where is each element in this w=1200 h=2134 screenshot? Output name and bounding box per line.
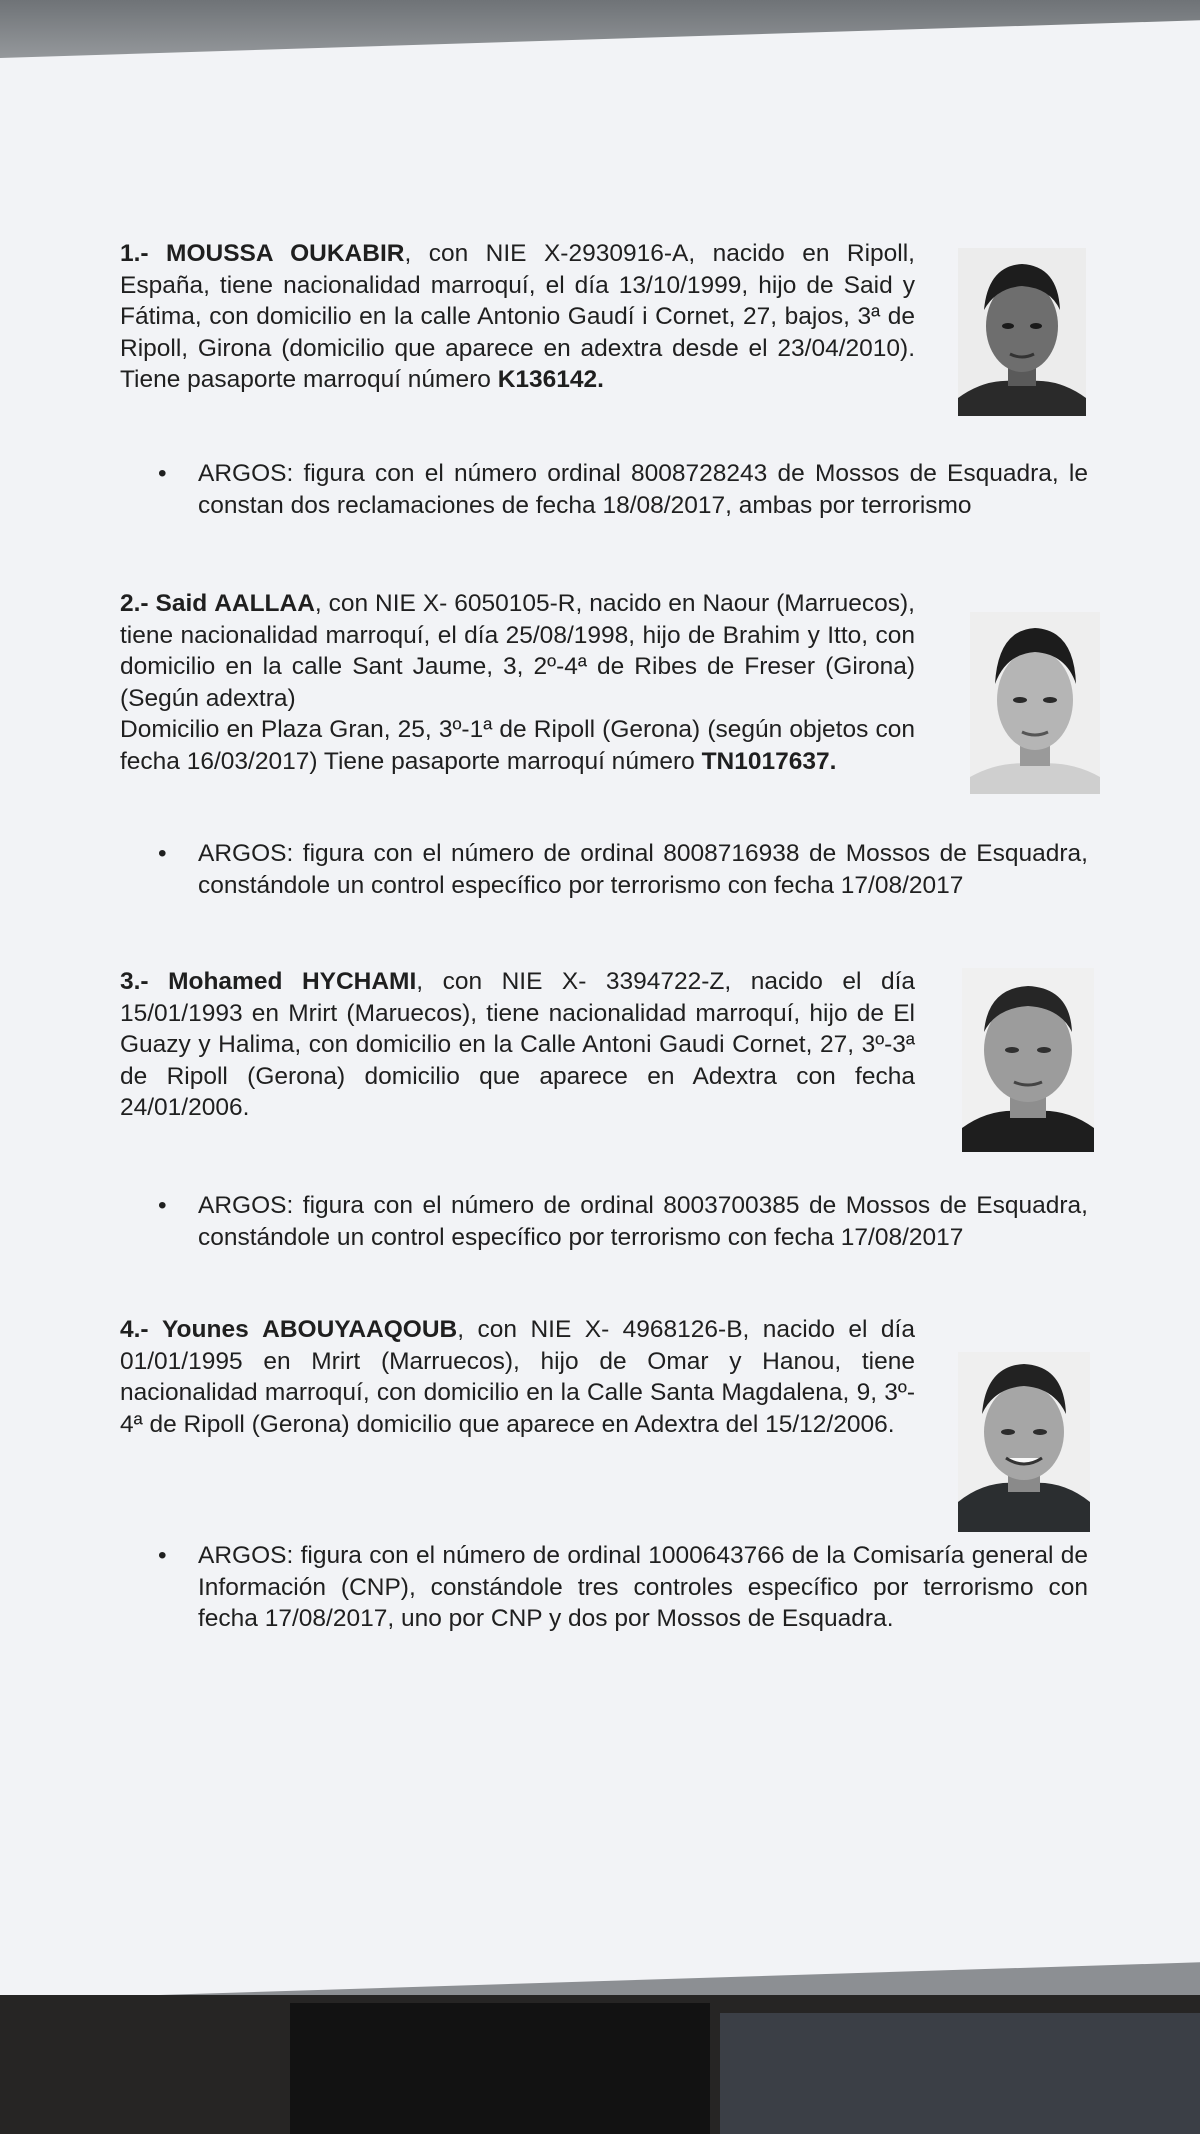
entry-2-first-name: Said: [155, 590, 208, 617]
entry-3-first-name: Mohamed: [168, 968, 283, 995]
entry-2-photo: [970, 612, 1100, 794]
entry-3-argos-text: ARGOS: figura con el número de ordinal 8003700385 de Mossos de Esquadra, constándole un control específico por terrorismo con fecha 17/08/2017: [198, 1192, 1088, 1251]
entry-2-details-2: Domicilio en Plaza Gran, 25, 3º-1ª de Ripoll (Gerona) (según objetos con fecha 16/03/2017) Tiene pasaporte marroquí número: [120, 716, 915, 775]
entry-4-argos-text: ARGOS: figura con el número de ordinal 1000643766 de la Comisaría general de Información (CNP), constándole tres controles específico por terrorismo con fecha 17/08/2017, uno por CNP y dos por Mossos de Esquadra.: [198, 1542, 1088, 1632]
entry-1-name: MOUSSA OUKABIR: [166, 240, 405, 267]
portrait-icon: [958, 1352, 1090, 1532]
bullet-marker: •: [158, 840, 167, 867]
bullet-marker: •: [158, 1542, 167, 1569]
entry-1-number: 1.-: [120, 240, 149, 267]
portrait-icon: [970, 612, 1100, 794]
bullet-marker: •: [158, 460, 167, 487]
bullet-marker: •: [158, 1192, 167, 1219]
entry-1-text: [120, 238, 915, 396]
portrait-icon: [958, 248, 1086, 416]
entry-4-text: [120, 1314, 915, 1440]
entry-1-passport: K136142.: [497, 366, 604, 393]
entry-3-photo: [962, 968, 1094, 1152]
entry-2-name: AALLAA: [214, 590, 315, 617]
entry-4-photo: [958, 1352, 1090, 1532]
entry-4-name: ABOUYAAQOUB: [262, 1316, 458, 1343]
entry-1-details: , con NIE X-2930916-A, nacido en Ripoll, España, tiene nacionalidad marroquí, el día 13/10/1999, hijo de Said y Fátima, con domicilio en la calle Antonio Gaudí i Cornet, 27, bajos, 3ª de Ripoll, Girona (domicilio que aparece en adextra desde el 23/04/2010). Tiene pasaporte marroquí número: [120, 240, 915, 393]
entry-3-name: HYCHAMI: [301, 968, 417, 995]
entry-2-passport: TN1017637.: [701, 747, 837, 775]
entry-2-text: [120, 588, 915, 777]
entry-4-first-name: Younes: [162, 1316, 249, 1343]
entry-3-number: 3.-: [120, 968, 149, 995]
entry-3-details: , con NIE X- 3394722-Z, nacido el día 15/01/1993 en Mrirt (Maruecos), tiene nacionalidad marroquí, hijo de El Guazy y Halima, con domicilio en la Calle Antoni Gaudi Cornet, 27, 3º-3ª de Ripoll (Gerona) domicilio que aparece en Adextra con fecha 24/01/2006.: [120, 968, 916, 1121]
entry-4-number: 4.-: [120, 1316, 149, 1343]
entry-1-photo: [958, 248, 1086, 416]
entry-4-details: , con NIE X- 4968126-B, nacido el día 01/01/1995 en Mrirt (Marruecos), hijo de Omar y Hanou, tiene nacionalidad marroquí, con domicilio en la Calle Santa Magdalena, 9, 3º- 4ª de Ripoll (Gerona) domicilio que aparece en Adextra del 15/12/2006.: [120, 1316, 915, 1438]
entry-3-text: [120, 966, 915, 1124]
entry-2-argos-text: ARGOS: figura con el número de ordinal 8008716938 de Mossos de Esquadra, constándole un control específico por terrorismo con fecha 17/08/2017: [198, 840, 1088, 899]
portrait-icon: [962, 968, 1094, 1152]
entry-2-number: 2.-: [120, 590, 149, 617]
entry-2-details: , con NIE X- 6050105-R, nacido en Naour (Marruecos), tiene nacionalidad marroquí, el día 25/08/1998, hijo de Brahim y Itto, con domicilio en la calle Sant Jaume, 3, 2º-4ª de Ribes de Freser (Girona) (Según adextra): [120, 590, 915, 712]
entry-1-argos-text: ARGOS: figura con el número ordinal 8008728243 de Mossos de Esquadra, le constan dos reclamaciones de fecha 18/08/2017, ambas por terrorismo: [198, 460, 1088, 519]
